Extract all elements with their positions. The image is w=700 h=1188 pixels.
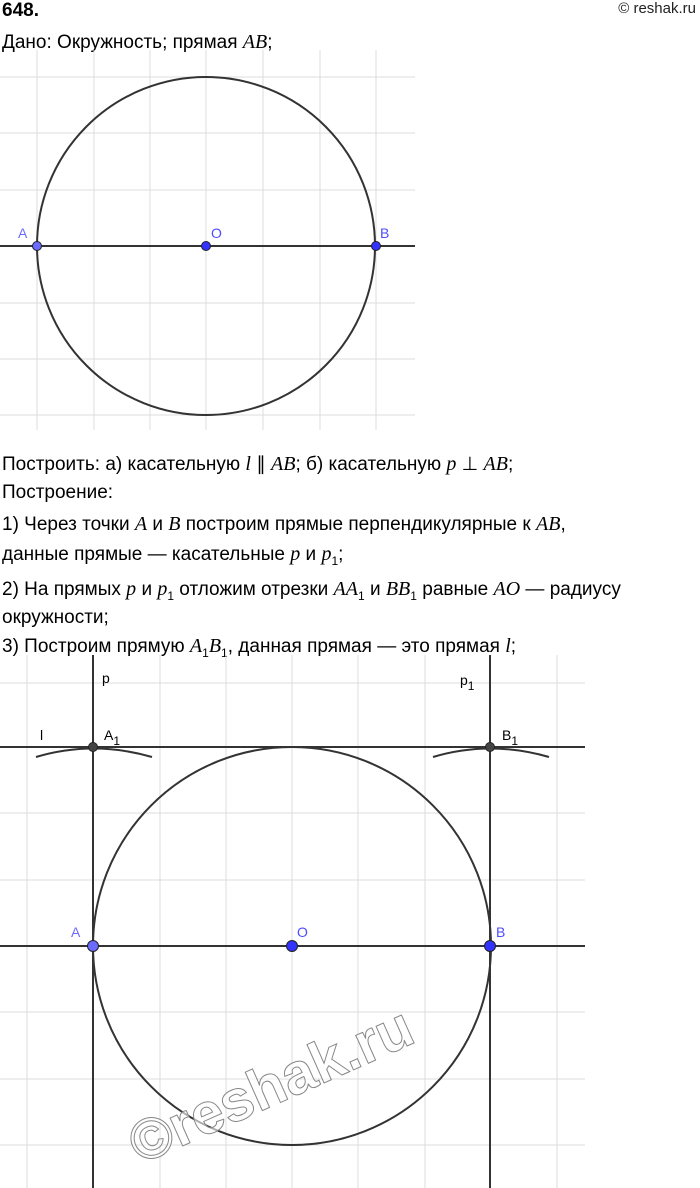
construct-text: Построить: а) касательную l ∥ AB; б) касательную p ⊥ AB;	[2, 453, 514, 475]
point-b	[372, 242, 381, 251]
watermark: ©reshak.ru	[118, 993, 423, 1177]
figure-given	[0, 0, 420, 430]
label-a: A	[71, 924, 81, 940]
point-b1	[486, 743, 495, 752]
step-1: 1) Через точки A и B построим прямые перпендикулярные к AB,	[2, 513, 566, 535]
label-o: O	[297, 924, 308, 940]
label-p: p	[102, 670, 110, 686]
point-a	[33, 242, 42, 251]
step-2-cont: окружности;	[2, 607, 109, 628]
label-p1: p1	[460, 672, 475, 693]
label-a1: A1	[104, 727, 121, 748]
point-o	[202, 242, 211, 251]
copyright: © reshak.ru	[618, 0, 696, 17]
label-a: A	[18, 225, 28, 241]
figure-construction	[0, 655, 600, 1188]
given-text: Дано: Окружность; прямая AB;	[2, 31, 273, 53]
point-a1	[89, 743, 98, 752]
step-2: 2) На прямых p и $p_1$ отложим отрезки $AA_1$ и $BB_1$ равные AO — радиусу	[2, 578, 621, 603]
point-o	[287, 941, 298, 952]
label-l: l	[40, 727, 44, 743]
problem-number: 648.	[2, 0, 39, 21]
label-b1: B1	[502, 727, 519, 748]
point-b	[485, 941, 496, 952]
construction-title: Построение:	[2, 482, 114, 503]
label-b: B	[496, 924, 506, 940]
step-1-cont: данные прямые — касательные p и $p_1$;	[2, 543, 344, 568]
grid	[0, 50, 415, 430]
label-b: B	[380, 225, 390, 241]
step-3: 3) Построим прямую $A_1B_1$, данная прямая — это прямая l;	[2, 635, 517, 660]
point-a	[88, 941, 99, 952]
label-o: O	[211, 225, 222, 241]
